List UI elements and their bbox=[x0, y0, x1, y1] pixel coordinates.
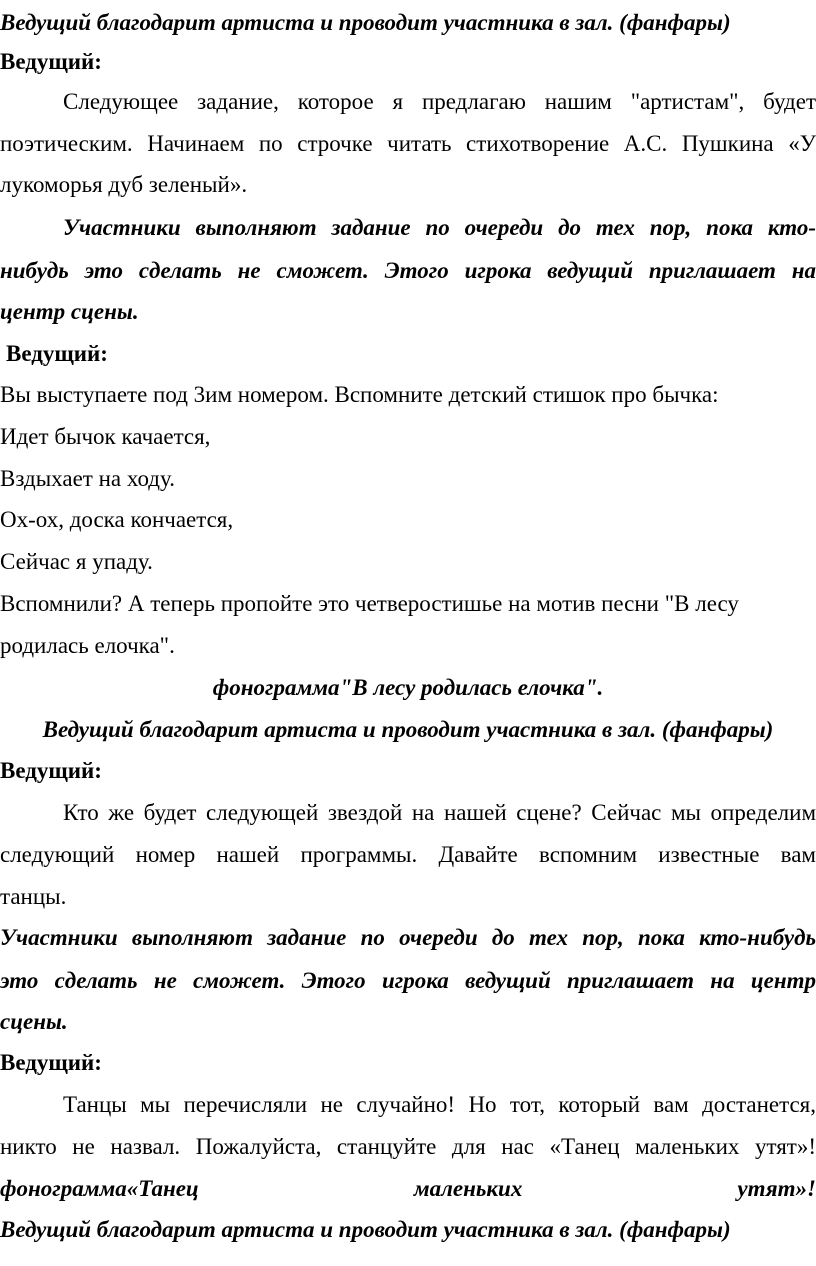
paragraph-line: следующий номер нашей программы. Давайте вспомним известные вам bbox=[0, 842, 816, 867]
poem-line: Вздыхает на ходу. bbox=[0, 466, 175, 491]
stage-direction: Ведущий благодарит артиста и проводит участника в зал. (фанфары) bbox=[42, 717, 774, 742]
stage-direction: нибудь это сделать не сможет. Этого игрока ведущий приглашает на bbox=[0, 258, 816, 283]
paragraph-line: Танцы мы перечисляли не случайно! Но тот, который вам достанется, bbox=[63, 1092, 816, 1117]
paragraph-line: Кто же будет следующей звездой на нашей сцене? Сейчас мы определим bbox=[63, 800, 816, 825]
paragraph-line: поэтическим. Начинаем по строчке читать стихотворение А.С. Пушкина «У bbox=[0, 131, 816, 156]
paragraph-line: Вы выступаете под 3им номером. Вспомните детский стишок про бычка: bbox=[0, 382, 719, 407]
soundtrack-cue: фонограмма"В лесу родилась елочка". bbox=[212, 675, 604, 700]
soundtrack-cue: фонограмма«Танец маленьких утят»! bbox=[0, 1176, 816, 1201]
speaker-label: Ведущий: bbox=[6, 341, 108, 366]
stage-direction: Ведущий благодарит артиста и проводит участника в зал. (фанфары) bbox=[0, 1217, 731, 1242]
stage-direction: Участники выполняют задание по очереди до тех пор, пока кто-нибудь bbox=[0, 925, 816, 950]
stage-direction: центр сцены. bbox=[0, 299, 139, 324]
stage-direction: это сделать не сможет. Этого игрока ведущий приглашает на центр bbox=[0, 968, 816, 993]
poem-line: Сейчас я упаду. bbox=[0, 549, 153, 574]
speaker-label: Ведущий: bbox=[0, 1050, 102, 1075]
stage-direction: Ведущий благодарит артиста и проводит участника в зал. (фанфары) bbox=[0, 10, 731, 35]
paragraph-line: лукоморья дуб зеленый». bbox=[0, 172, 248, 197]
paragraph-line: никто не назвал. Пожалуйста, станцуйте для нас «Танец маленьких утят»! bbox=[0, 1134, 816, 1159]
paragraph-line: родилась елочка". bbox=[0, 633, 175, 658]
stage-direction: сцены. bbox=[0, 1009, 68, 1034]
speaker-label: Ведущий: bbox=[0, 758, 102, 783]
speaker-label: Ведущий: bbox=[0, 49, 102, 74]
paragraph-line: Вспомнили? А теперь пропойте это четверостишье на мотив песни "В лесу bbox=[0, 591, 739, 616]
paragraph-line: Следующее задание, которое я предлагаю нашим "артистам", будет bbox=[63, 89, 816, 114]
poem-line: Идет бычок качается, bbox=[0, 424, 211, 449]
poem-line: Ох-ох, доска кончается, bbox=[0, 507, 234, 532]
stage-direction: Участники выполняют задание по очереди до тех пор, пока кто- bbox=[63, 215, 816, 240]
paragraph-line: танцы. bbox=[0, 884, 67, 909]
